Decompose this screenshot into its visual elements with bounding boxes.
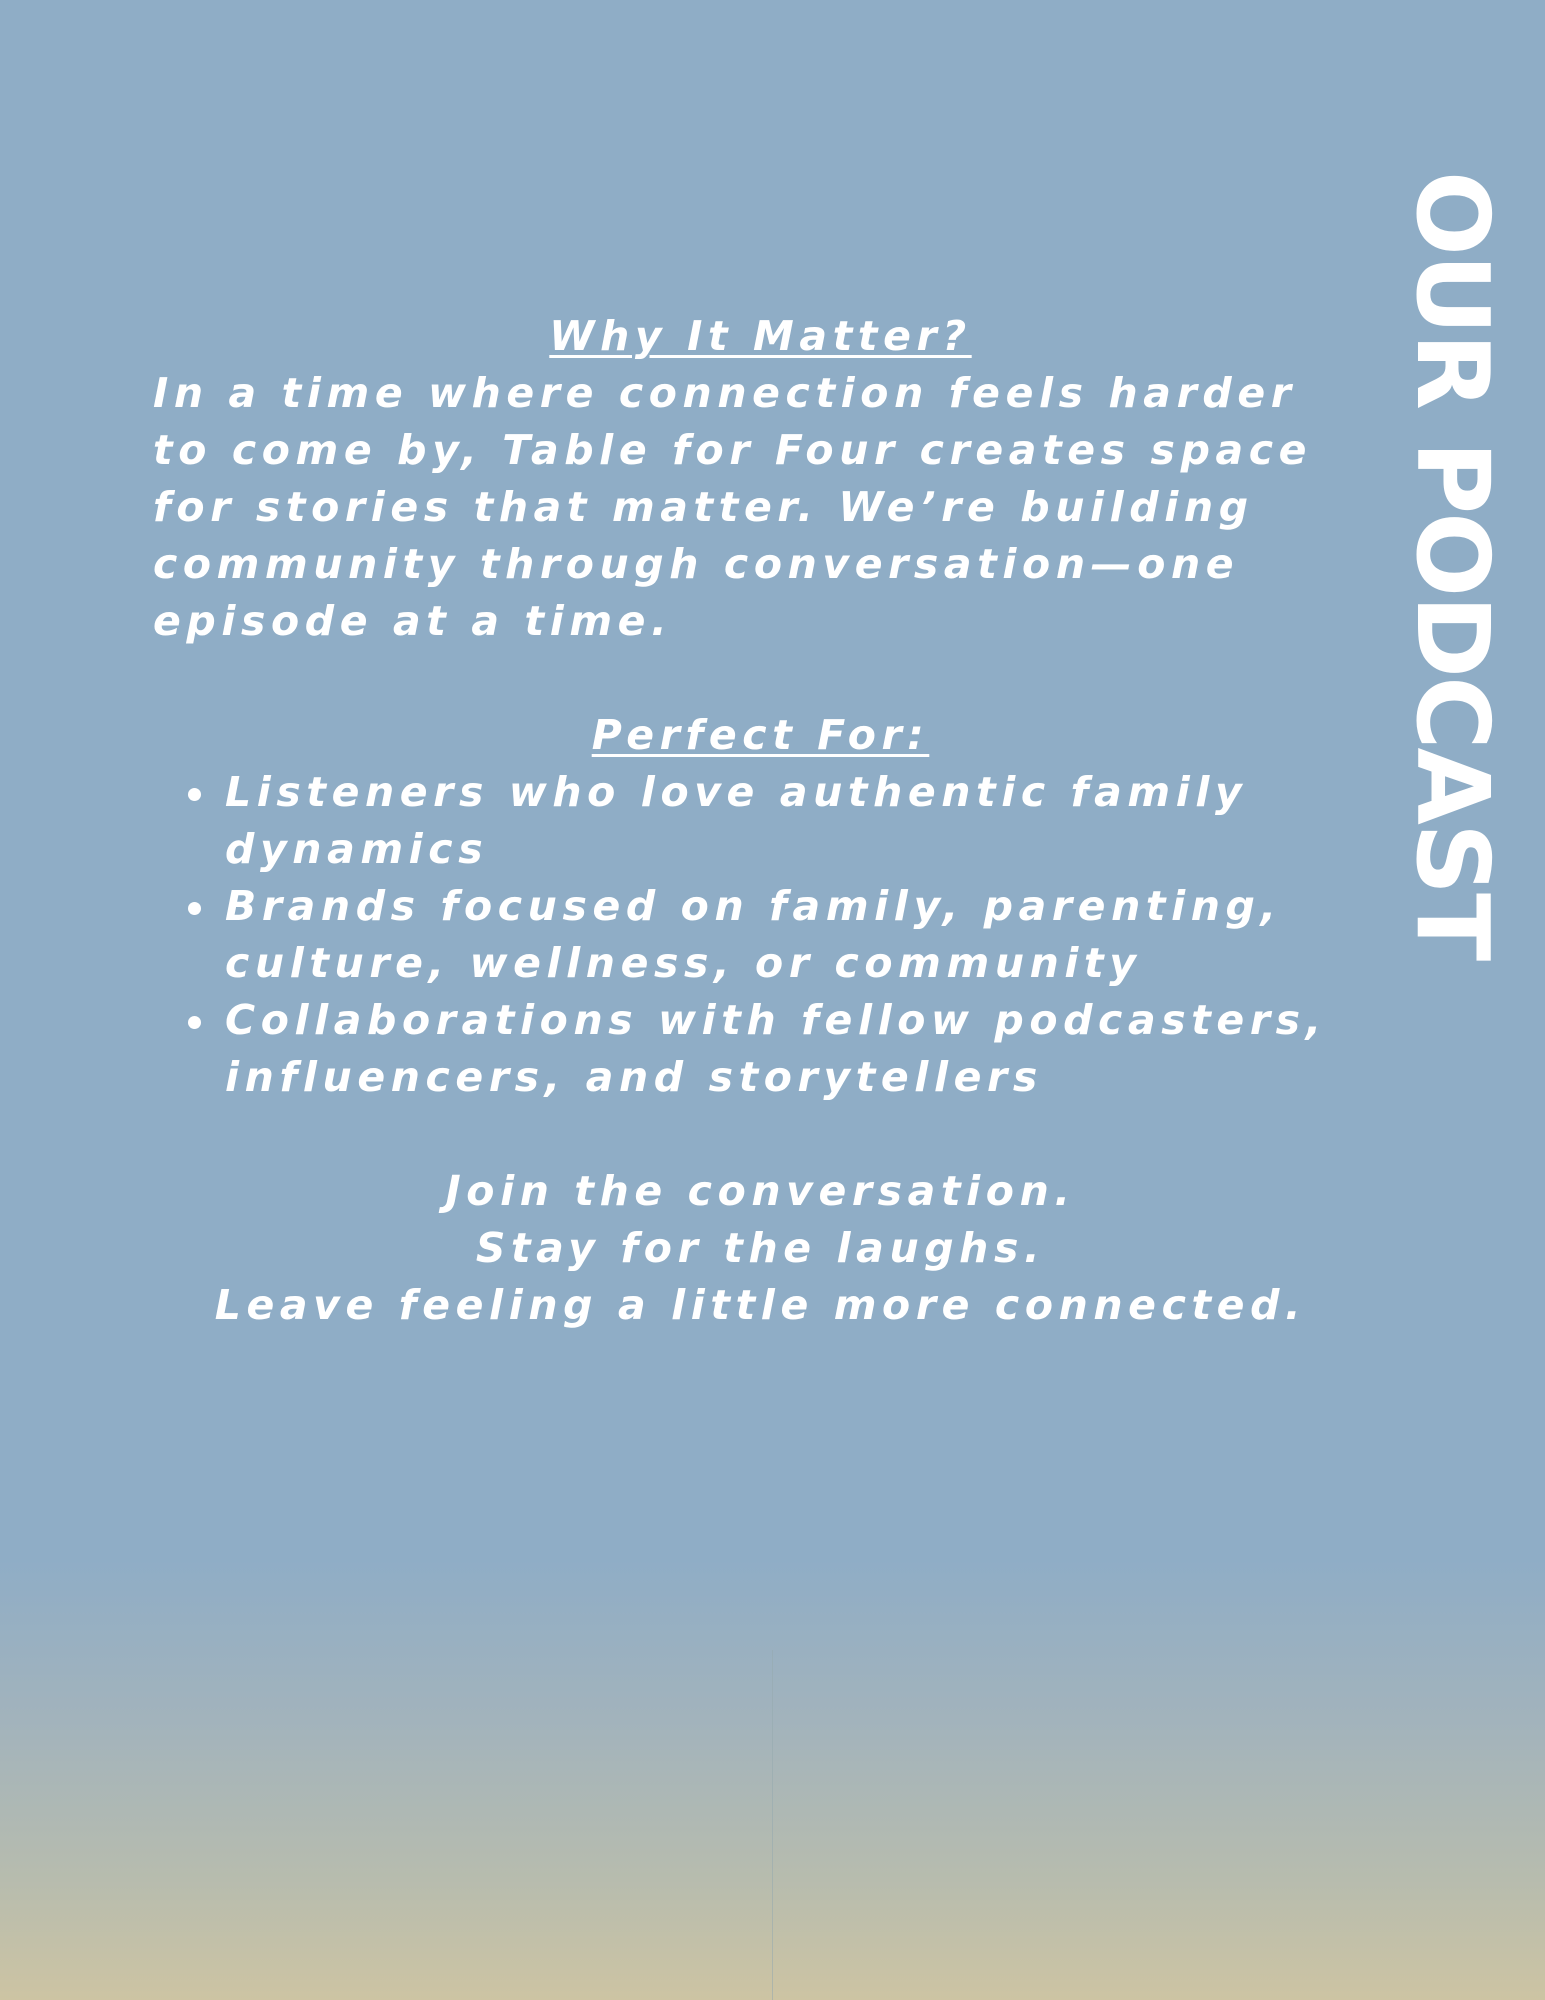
list-item: Brands focused on family, parenting, culture, wellness, or community [225,878,1368,992]
list-item: Listeners who love authentic family dynamics [225,764,1368,878]
why-body: In a time where connection feels harder to come by, Table for Four creates space for stories that matter. We’re building community through conversation—one episode at a time. [153,369,1313,645]
closing-line-1: Join the conversation. [445,1167,1076,1215]
spacer [153,1106,1368,1163]
perfect-for-list [153,764,1368,1106]
list-item: Collaborations with fellow podcasters, influencers, and storytellers [225,992,1368,1106]
closing-line-3: Leave feeling a little more connected. [214,1281,1307,1329]
side-title-text: OUR PODCAST [1394,170,1512,960]
side-title [1394,155,1512,975]
spacer [153,650,1368,707]
closing-line-2: Stay for the laughs. [475,1224,1046,1272]
why-heading: Why It Matter? [549,312,972,360]
perfect-for-heading: Perfect For: [591,711,930,759]
center-divider [772,1650,773,2000]
main-content [153,308,1368,1334]
